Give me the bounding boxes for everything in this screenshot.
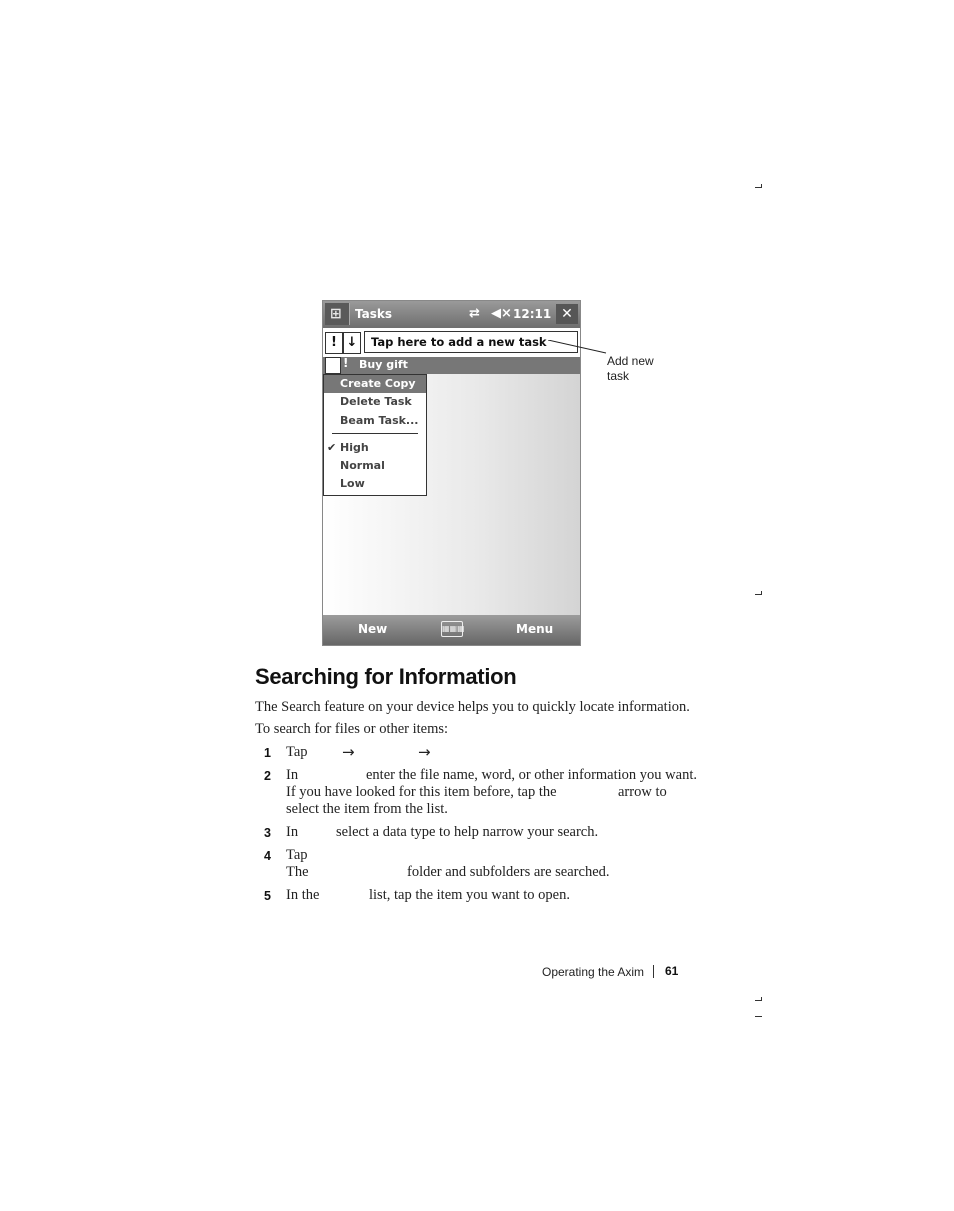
sort-direction-button[interactable]: ↓ [343, 332, 361, 354]
new-softkey[interactable]: New [358, 622, 388, 636]
check-icon: ✔ [327, 441, 337, 454]
menu-divider [332, 433, 418, 434]
keyboard-icon[interactable]: ▦▦▦ [441, 621, 463, 637]
step-text: In [286, 824, 299, 840]
connectivity-icon[interactable]: ⇄ [469, 306, 480, 321]
step-text: The [286, 864, 309, 880]
step-text: If you have looked for this item before, tap the [286, 784, 557, 800]
menu-item-create-copy[interactable]: Create Copy [324, 375, 426, 393]
task-toolbar [323, 330, 580, 356]
step-text: Tap [286, 847, 308, 863]
step-text: select a data type to help narrow your search. [336, 824, 599, 840]
new-task-entry[interactable]: Tap here to add a new task [364, 331, 578, 353]
start-button[interactable] [325, 303, 350, 325]
step-number: 5 [264, 889, 271, 903]
task-label: Buy gift [359, 358, 408, 371]
arrow-icon: → [418, 743, 431, 761]
step-text: enter the file name, word, or other information you want. [366, 767, 697, 783]
callout-label [607, 354, 654, 384]
section-heading: Searching for Information [255, 664, 517, 689]
intro-paragraph: The Search feature on your device helps you to quickly locate information. [255, 699, 690, 715]
app-title: Tasks [355, 307, 393, 321]
volume-muted-icon[interactable]: ◀× [491, 306, 512, 321]
menu-softkey[interactable]: Menu [516, 622, 554, 636]
menu-item-beam-task[interactable]: Beam Task... [340, 414, 419, 427]
crop-mark [755, 1013, 762, 1020]
start-icon: ⊞ [330, 306, 342, 322]
page-number: 61 [665, 964, 679, 978]
step-number: 1 [264, 746, 271, 760]
context-menu [323, 374, 427, 496]
callout-line-1: Add new [607, 354, 654, 368]
callout-line-2: task [607, 369, 630, 383]
step-number: 3 [264, 826, 271, 840]
device-screenshot [322, 300, 581, 646]
lead-paragraph: To search for files or other items: [255, 721, 449, 737]
step-text: arrow to [618, 784, 667, 800]
crop-mark [755, 591, 762, 598]
task-priority: ! [343, 356, 349, 370]
step-number: 4 [264, 849, 271, 863]
step-text: In [286, 767, 299, 783]
footer-chapter: Operating the Axim [542, 965, 645, 979]
footer-divider [653, 965, 654, 978]
menu-item-normal[interactable]: Normal [340, 459, 385, 472]
menu-item-delete-task[interactable]: Delete Task [340, 395, 412, 408]
menu-item-high[interactable]: High [340, 441, 369, 454]
clock[interactable]: 12:11 [513, 307, 552, 321]
step-text: select the item from the list. [286, 801, 448, 817]
arrow-icon: → [342, 743, 355, 761]
step-text: Tap [286, 744, 308, 760]
step-text: folder and subfolders are searched. [407, 864, 610, 880]
priority-sort-button[interactable]: ! [325, 332, 343, 354]
step-number: 2 [264, 769, 271, 783]
crop-mark [755, 997, 762, 1004]
command-bar [323, 615, 580, 645]
menu-item-low[interactable]: Low [340, 477, 365, 490]
crop-mark [755, 184, 762, 191]
step-text: In the [286, 887, 320, 903]
step-text: list, tap the item you want to open. [369, 887, 570, 903]
task-row[interactable] [323, 357, 580, 374]
close-icon: ✕ [561, 306, 573, 322]
title-bar [323, 301, 580, 328]
close-button[interactable] [556, 304, 578, 324]
task-checkbox[interactable] [325, 357, 341, 374]
callout-leader-line [548, 340, 608, 364]
